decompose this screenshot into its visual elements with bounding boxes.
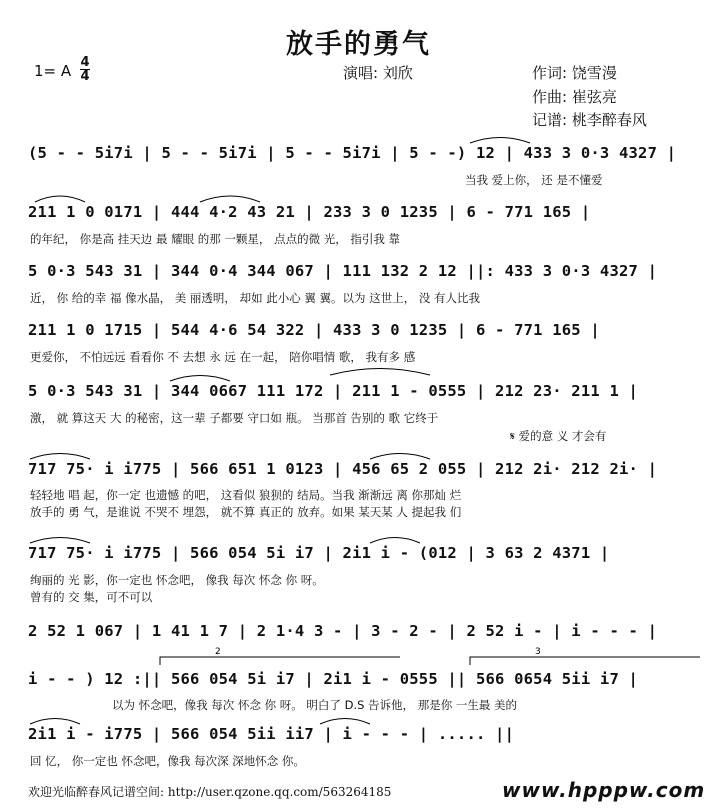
volta-mark-2: 2 [215,647,221,657]
composer-credit: 作曲: 崔弦亮 [532,88,617,106]
lyric-line-4: 更爱你， 不怕远远 看看你 不 去想 永 远 在一起， 陪你唱情 歌， 我有多 感 [30,350,416,364]
score-row-10: 2i1 i - i775 | 566 054 5ii ii7 | i - - - | ..... || [28,725,515,743]
lyric-line-6a: 轻轻地 唱 起，你一定 也遗憾 的吧， 这看似 狼狈的 结局。当我 渐渐远 离 你那灿 烂 [30,488,462,502]
lyric-line-6b: 放手的 勇 气，是谁说 不哭不 埋怨， 就不算 真正的 放弃。如果 某天某 人 提起我 们 [30,505,462,519]
score-row-1: (5 - - 5i7i | 5 - - 5i7i | 5 - - 5i7i | 5 - -) 12 | 433 3 0·3 4327 | [28,144,677,162]
lyric-line-2: 的年纪， 你是高 挂天边 最 耀眼 的那 一颗星， 点点的微 光， 指引我 靠 [30,232,401,246]
score-row-8: 2 52 1 067 | 1 41 1 7 | 2 1·4 3 - | 3 - 2 - | 2 52 i - | i - - - | [28,622,658,640]
song-title: 放手的勇气 [286,29,431,60]
volta-mark-3: 3 [535,647,541,657]
score-row-3: 5 0·3 543 31 | 344 0·4 344 067 | 111 132 2 12 ||: 433 3 0·3 4327 | [28,262,658,280]
score-row-6: 717 75· i i775 | 566 651 1 0123 | 456 65 2 055 | 212 2i· 212 2i· | [28,460,658,478]
score-row-7: 717 75· i i775 | 566 054 5i i7 | 2i1 i - (012 | 3 63 2 4371 | [28,544,610,562]
lyricist-credit: 作词: 饶雪漫 [532,64,617,82]
lyric-line-10: 回 忆， 你一定也 怀念吧，像我 每次深 深地怀念 你。 [30,754,305,768]
watermark-site: www.hpppw.com [502,778,706,802]
score-row-4: 211 1 0 1715 | 544 4·6 54 322 | 433 3 0 1235 | 6 - 771 165 | [28,321,600,339]
score-row-2: 211 1 0 0171 | 444 4·2 43 21 | 233 3 0 1235 | 6 - 771 165 | [28,203,591,221]
lyric-line-5b: 𝄋 爱的意 义 才会有 [510,429,607,443]
lyric-line-3: 近， 你 给的幸 福 像水晶， 美 丽透明， 却如 此小心 翼 翼。以为 这世上， 没 有人比我 [30,291,481,305]
singer-credit: 演唱: 刘欣 [343,64,413,82]
transcriber-credit: 记谱: 桃李醉春风 [532,111,647,129]
time-signature-bottom: 4 [80,69,90,84]
time-signature-top: 4 [80,55,90,70]
lyric-line-7a: 绚丽的 光 影，你一定也 怀念吧， 像我 每次 怀念 你 呀。 [30,573,324,587]
score-row-9: i - - ) 12 :|| 566 054 5i i7 | 2i1 i - 0555 || 566 0654 5ii i7 | [28,670,639,688]
lyric-line-7b: 曾有的 交 集，可不可以 [30,590,153,604]
lyric-line-9: 以为 怀念吧，像我 每次 怀念 你 呀。 明白了 D.S 告诉他， 那是你 一生最 美的 [112,698,518,712]
key-signature: 1= A [34,62,72,80]
lyric-line-1: 当我 爱上你， 还 是不懂爱 [465,173,603,187]
footer-text: 欢迎光临醉春风记谱空间: http://user.qzone.qq.com/563264185 [28,785,392,799]
lyric-line-5a: 激， 就 算这天 大 的秘密，这一辈 子都要 守口如 瓶。 当那首 告别的 歌 它终于 [30,411,439,425]
score-row-5: 5 0·3 543 31 | 344 0667 111 172 | 211 1 - 0555 | 212 23· 211 1 | [28,382,639,400]
